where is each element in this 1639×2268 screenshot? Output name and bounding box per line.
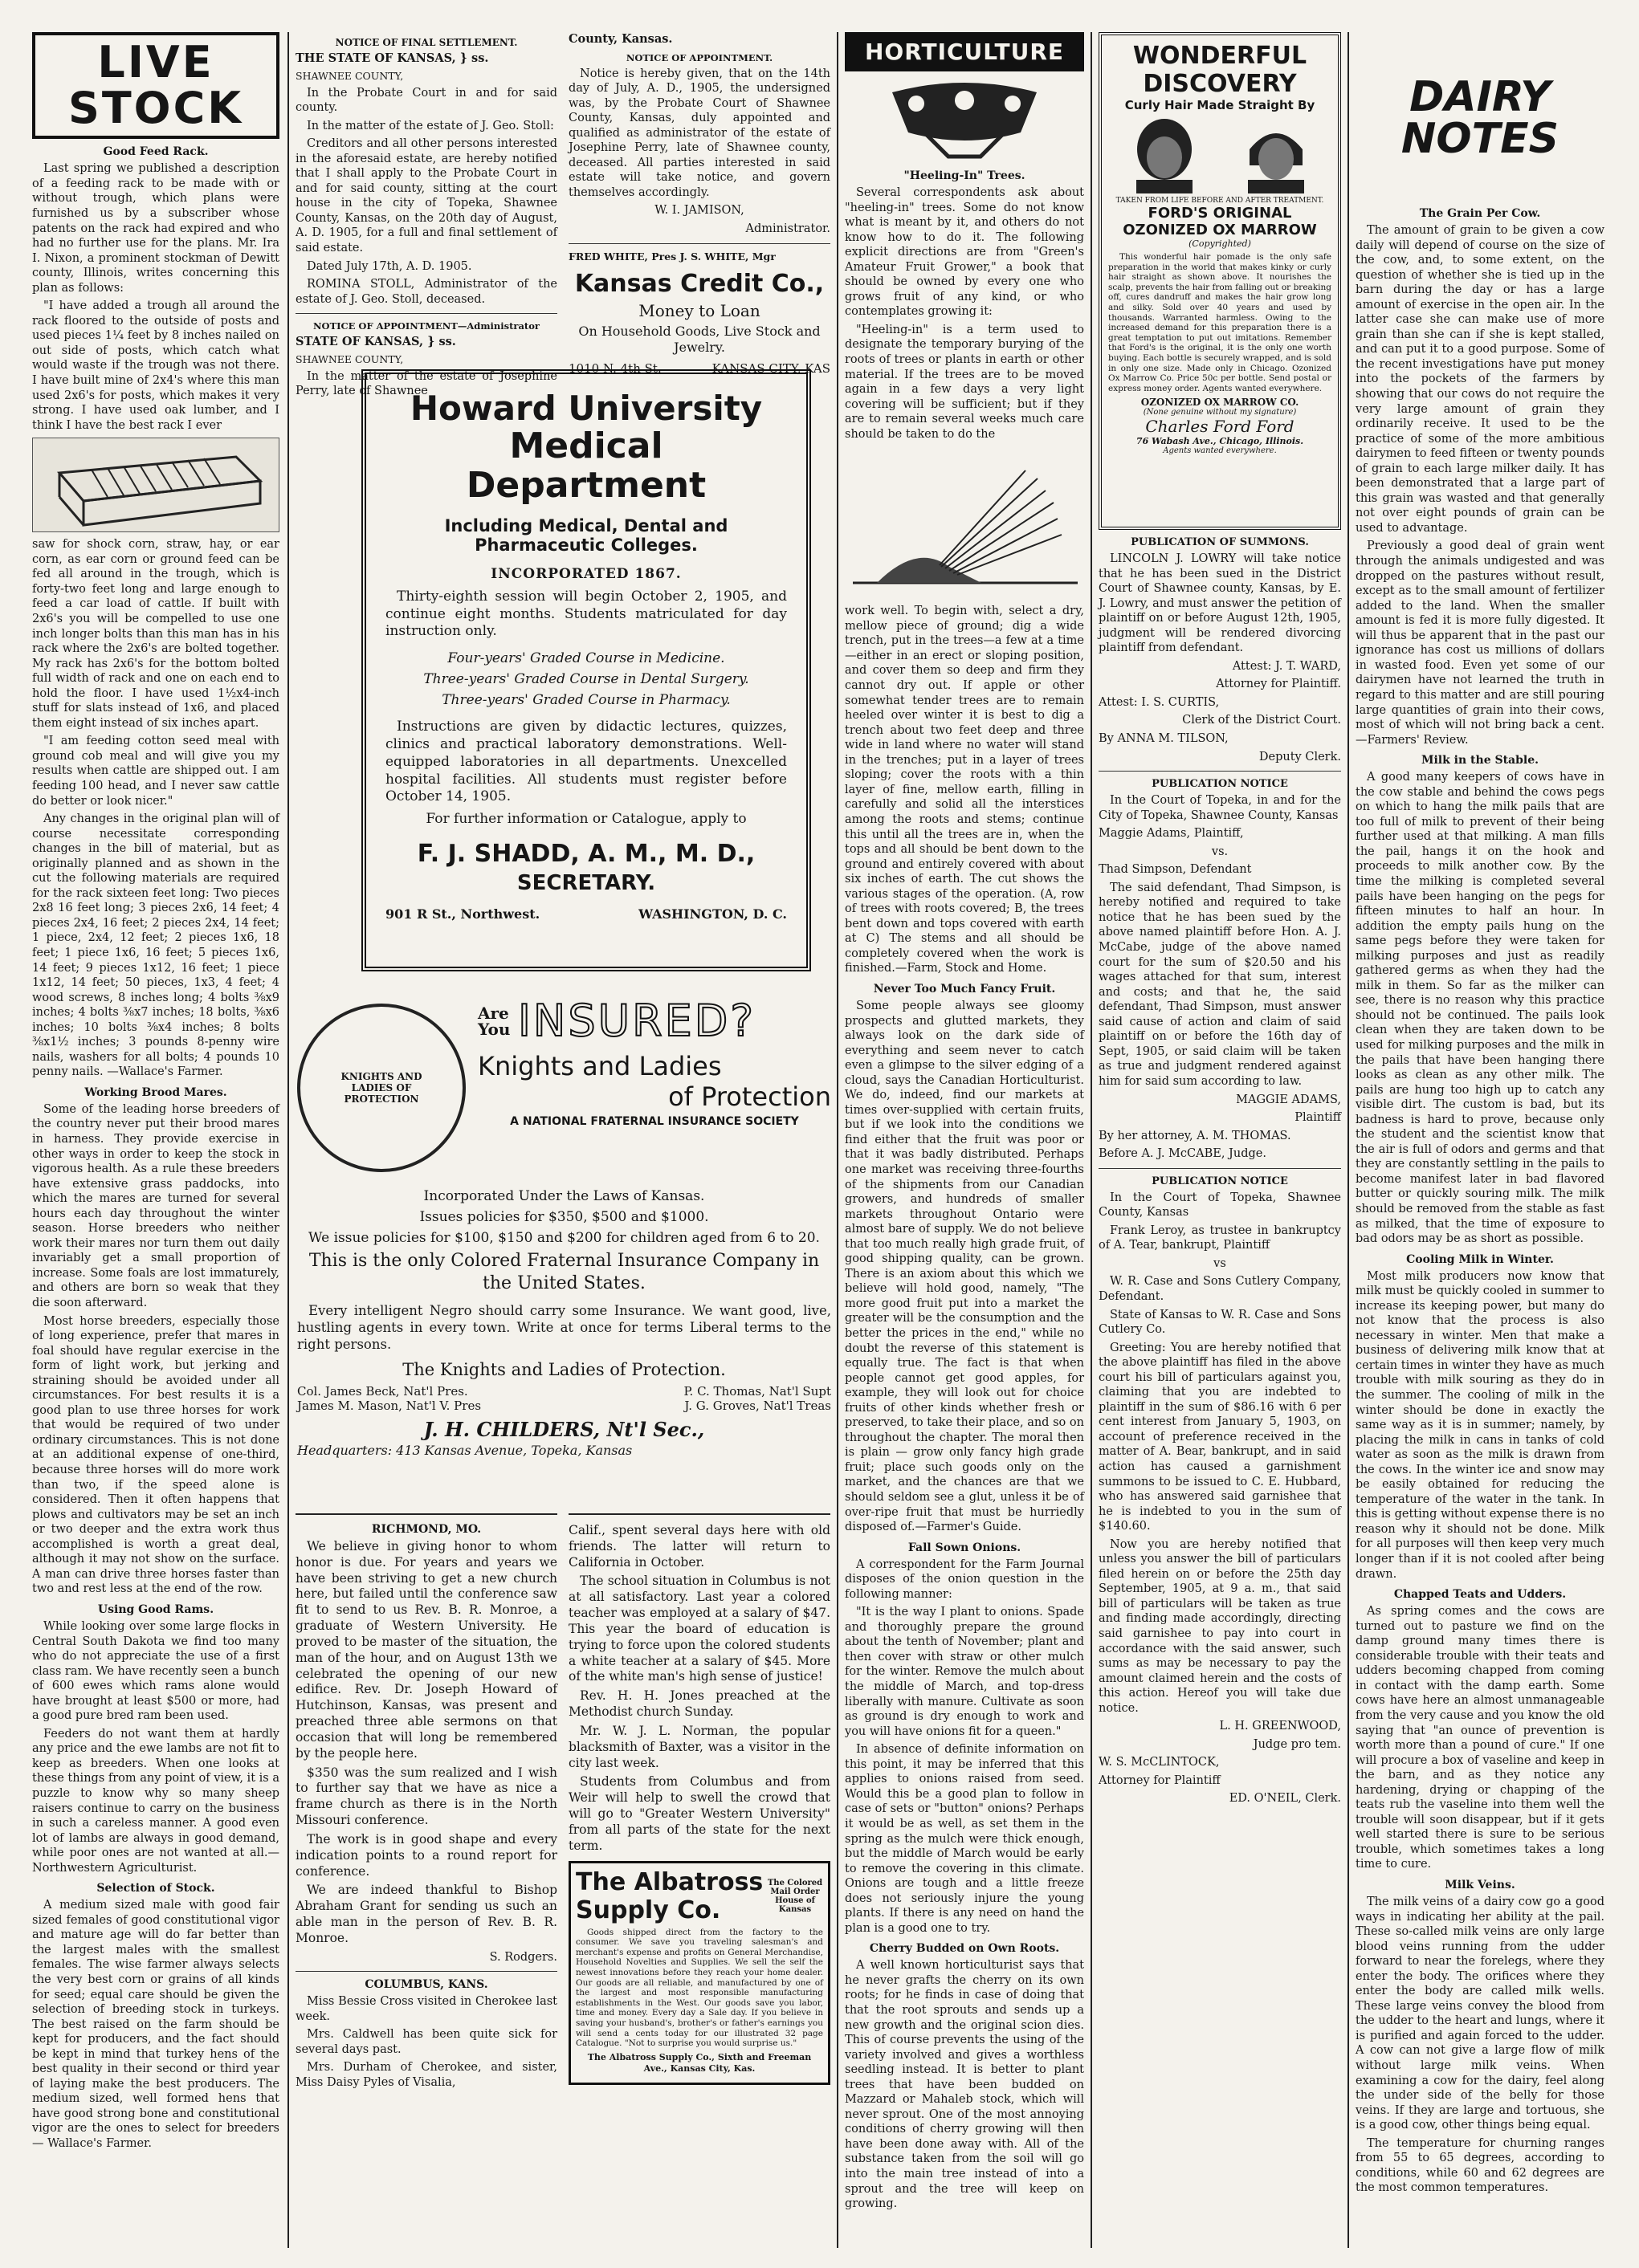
article-paragraph: saw for shock corn, straw, hay, or ear corn, as ear corn or ground feed can be fed all around in the trough, which is forty-two feet long and large enough to feed a car load of cattle. If built with 2x6's you will be compelled to use one inch longer bolts than this man has in his rack where the 2x6's are bolted together. My rack has 2x6's for the bottom bolted full width of rack and one on each end to hold the floor. I have used 1½x4-inch stuff for slats instead of 1x6, and placed them eight instead of six inches apart.	[32, 538, 279, 730]
article-title: Milk Veins.	[1445, 1878, 1515, 1891]
insured-order-1: Knights and Ladies	[478, 1051, 722, 1081]
oxmarrow-signature: Charles Ford Ford	[1145, 417, 1294, 437]
column-rule	[1347, 32, 1349, 2248]
notice-body: In the Court of Topeka, Shawnee County, Kansas	[1099, 1191, 1341, 1220]
insured-officer: J. G. Groves, Nat'l Treas	[684, 1398, 831, 1413]
article-paragraph: A correspondent for the Farm Journal disposes of the onion question in the following manner:	[845, 1557, 1084, 1601]
article-paragraph: The school situation in Columbus is not at all satisfactory. Last year a colored teacher was employed at a salary of $47. This year the board of education is trying to force upon the colored students a white teacher at a salary of $45. More of the white man's high sense of justice!	[569, 1574, 830, 1684]
article-paragraph: Mrs. Caldwell has been quite sick for several days past.	[296, 2028, 557, 2056]
horticulture-column	[845, 32, 1084, 2248]
newspaper-page	[32, 32, 1606, 2256]
article-paragraph: work well. To begin with, select a dry, mellow piece of ground; dig a wide trench, put in the trees—a few at a time—either in an erect or sloping position, and cover them so deep and firm they cannot dry out. If apple or other somewhat tender trees are to remain heeled over winter it is best to dig a trench about two feet deep and three wide in land where no water will stand in the trenches; put in a layer of trees sloping; cover the roots with a thin layer of fine, mellow earth, filling in carefully and solid all the interstices among the roots and stems; continue this until all the trees are in, when the tops and all should be bent down to the ground and entirely covered with about six inches of earth. The cut shows the various stages of the operation. (A, row of trees with roots covered; B, the trees bent down and tops covered with earth at C) The stems and all should be completely covered when the work is finished.—Farm, Stock and Home.	[845, 605, 1084, 975]
notice-role: Administrator.	[745, 222, 830, 236]
article-paragraph: Any changes in the original plan will of course necessitate corresponding changes in the bill of material, but as originally planned and as shown in the cut the following materials are required for the rack sixteen feet long: Two pieces 2x8 16 feet long; 3 pieces 2x6, 14 feet; 4 pieces 2x4, 16 feet; 2 pieces 2x4, 14 feet; 1 piece, 2x4, 12 feet; 2 pieces 1x6, 18 feet; 1 piece 1x6, 16 feet; 5 pieces 1x6, 14 feet; 9 pieces 1x12, 16 feet; 1 piece 1x12, 14 feet; 50 pieces, 1x3, 4 feet; 4 wood screws, 8 inches long; 4 bolts ⅜x9 inches; 4 bolts ⅜x7 inches; 18 bolts, ⅜x6 inches; 10 bolts ⅜x4 inches; 8 bolts ⅜x1½ inches; 3 pounds 8-penny wire nails, washers for all bolts; 4 pounds 10 penny nails. —Wallace's Farmer.	[32, 812, 279, 1079]
article-title: Never Too Much Fancy Fruit.	[873, 982, 1056, 996]
notice-signed: By her attorney, A. M. THOMAS.	[1099, 1129, 1291, 1142]
column-rule	[1091, 32, 1092, 2248]
howard-info: For further information or Catalogue, apply to	[426, 811, 747, 828]
notice-county: SHAWNEE COUNTY,	[296, 69, 404, 82]
article-paragraph: The amount of grain to be given a cow daily will depend of course on the size of the cow, and, to some extent, on the question of whether she is tied up in the barn during the day or has a large amount of exercise in the open air. In the latter case she can make use of more grain than she can if she is kept stalled, and can put it to a good purpose. Some of the recent investigations have put money into the pockets of the farmers by showing that our cows do not require the very large amount of grain they ordinarily receive. It used to be the practice of some of the more ambitious dairymen to feed fifteen or twenty pounds of grain to each large milker daily. It has been demonstrated that a large part of this grain was wasted and that generally not over eight pounds of grain can be used to advantage.	[1356, 224, 1604, 535]
oxmarrow-caption: TAKEN FROM LIFE BEFORE AND AFTER TREATMENT.	[1115, 197, 1324, 205]
notice-body: Notice is hereby given, that on the 14th day of July, A. D., 1905, the undersigned was, by the Probate Court of Shawnee County, Kansas, duly appointed and qualified as administrator of the estate of Josephine Perry, late of Shawnee county, deceased. All parties interested in said estate will take notice, and govern themselves accordingly.	[569, 67, 830, 199]
insured-only: This is the only Colored Fraternal Insurance Company in the United States.	[308, 1251, 820, 1294]
article-title: Fall Sown Onions.	[907, 1541, 1021, 1554]
article-paragraph: The milk veins of a dairy cow go a good ways in indicating her ability at the pail. These so-called milk veins are only large blood veins running from the udder forward to near the forelegs, where they enter the body. The orifices where they enter the body are called milk wells. These large veins convey the blood from the udder to the heart and lungs, where it is purified and again forced to the udder. A cow can not give a large flow of milk without large milk veins. When examining a cow for the dairy, feel along the under side of the belly for those veins. If they are large and tortuous, she is a good cow, other things being equal.	[1356, 1895, 1604, 2132]
howard-incorporated: INCORPORATED 1867.	[491, 565, 682, 582]
legal-notices-column	[296, 32, 557, 398]
notice-attest: Attest: J. T. WARD,	[1232, 659, 1341, 673]
insured-officer: James M. Mason, Nat'l V. Pres	[297, 1398, 482, 1413]
seal-icon	[297, 1004, 466, 1172]
notice-matter: In the matter of the estate of J. Geo. Stoll:	[307, 119, 554, 132]
article-title: Working Brood Mares.	[84, 1085, 227, 1099]
notice-title: PUBLICATION NOTICE	[1152, 778, 1288, 791]
article-paragraph: Miss Bessie Cross visited in Cherokee last week.	[296, 1995, 557, 2023]
albatross-title-2: Supply Co.	[576, 1895, 721, 1924]
article-paragraph: As spring comes and the cows are turned out to pasture we find on the damp ground many times there is considerable trouble with their teats and udders becoming chapped from coming in contact with the damp earth. Some cows have here an almost unmanageable from the very cause and you know the old saying that "an ounce of prevention is worth more than a pound of cure." If one will procure a box of vaseline and keep in the barn, and as they notice any hardening, drying or chapping of the teats rub the vaseline into them well the trouble will soon disappear, but if it gets well started there is sure to be serious trouble, which sometimes takes a long time to cure.	[1356, 1605, 1604, 1871]
notice-vs: vs.	[1211, 845, 1229, 858]
oxmarrow-company: OZONIZED OX MARROW CO.	[1140, 397, 1299, 409]
article-paragraph: We are indeed thankful to Bishop Abraham Grant for sending us such an able man in the person of Rev. B. R. Monroe.	[296, 1883, 557, 1945]
oxmarrow-body: This wonderful hair pomade is the only safe preparation in the world that makes kinky or curly hair straight as shown above. It nourishes the scalp, prevents the hair from falling out or breaking off, cures dandruff and makes the hair grow long and silky. Sold over 40 years and used by thousands. Warranted harmless. Owing to the increased demand for this preparation there is a great temptation to put out imitations. Remember that Ford's is the original, it is the only one worth buying. Each bottle is securely wrapped, and is sold in only one size. Made only in Chicago. Ozonized Ox Marrow Co. Price 50c per bottle. Send postal or express money order. Agents wanted everywhere.	[1108, 252, 1331, 393]
notice-party: Maggie Adams, Plaintiff,	[1099, 827, 1244, 841]
article-paragraph: Some of the leading horse breeders of the country never put their brood mares in harness. They provide exercise in other ways in order to keep the stock in vigorous health. As a rule these breeders have extensive grass paddocks, into which the mares are turned for several hours each day throughout the winter season. Horse breeders who neither work their mares nor turn them out daily invariably get a small proportion of increase. Some foals are lost immaturely, and others are born so weak that they die soon afterward.	[32, 1102, 279, 1310]
notice-county: SHAWNEE COUNTY,	[296, 352, 404, 365]
howard-subtitle: Including Medical, Dental and Pharmaceutic Colleges.	[444, 515, 728, 555]
article-paragraph: Last spring we published a description of a feeding rack to be made with or without trough, which plans were furnished us by a subscriber whose patents on the rack had expired and who had no further use for the plans. Mr. Ira I. Nixon, a prominent stockman of Dewitt county, Illinois, writes concerning this plan as follows:	[32, 162, 279, 295]
notice-signed: W. I. JAMISON,	[654, 204, 744, 218]
notice-body: Greeting: You are hereby notified that the above plaintiff has filed in the above court his bill of particulars against you, claiming that you are indebted to plaintiff in the sum of $86.16 with 6 per cent interest from January 5, 1903, on account of preference received in the matter of A. Bear, bankrupt, and in said action has caused a garnishment summons to be issued to C. E. Hubbard, who has answered said garnishee that he is indebted to you in the sum of $140.60.	[1099, 1341, 1341, 1533]
portrait-before-icon	[1120, 117, 1209, 193]
notice-party: Thad Simpson, Defendant	[1099, 863, 1252, 877]
article-title: Cooling Milk in Winter.	[1406, 1252, 1554, 1266]
notice-body: The said defendant, Thad Simpson, is hereby notified and required to take notice that he has been sued by the above named plaintiff before Hon. A. J. McCabe, judge of the above named court for the sum of $20.50 and his wages attached for that sum, interest and costs; and that he, the said defendant, Thad Simpson, must answer said cause of action and claim of said plaintiff on or before the 16th day of Sept, 1905, or said claim will be taken as true and judgment rendered against him for said sum according to law.	[1099, 881, 1341, 1088]
trees-icon	[845, 446, 1084, 599]
masthead-line-2: STOCK	[67, 82, 244, 133]
article-paragraph: Most milk producers now know that milk must be quickly cooled in summer to increase its keeping power, but many do not know that the process is also necessary in winter. Men that make a business of delivering milk know that at certain times in winter they have as much trouble with milk souring as they do in the summer. The cooling of milk in the winter should be done in exactly the same way as it is in summer; namely, by placing the milk in cans in tanks of cold water as soon as the milk is drawn from the cows. In the winter ice and snow may be easily obtained for reducing the temperature of the water in the tank. In this is getting without expense there is no reason why it should not be done. Milk for all purposes will then keep very much longer than if it is not cooled after being drawn.	[1356, 1269, 1604, 1581]
oxmarrow-address: 76 Wabash Ave., Chicago, Illinois.	[1135, 436, 1304, 447]
notice-role: Plaintiff	[1294, 1111, 1341, 1125]
howard-course: Three-years' Graded Course in Dental Surgery.	[423, 670, 749, 687]
article-paragraph: "Heeling-in" is a term used to designate the temporary burying of the roots of trees or plants in earth or other material. If the trees are to be moved again in a few days a very light covering will be sufficient; but if they are to remain several weeks much care should be taken to do the	[845, 323, 1084, 441]
howard-university-ad	[361, 369, 811, 971]
notice-party: Frank Leroy, as trustee in bankruptcy of A. Tear, bankrupt, Plaintiff	[1099, 1224, 1341, 1252]
notice-role: Judge pro tem.	[1253, 1737, 1341, 1751]
article-paragraph: Most horse breeders, especially those of long experience, prefer that mares in foal should have regular exercise in the form of light work, but jerking and straining should be avoided under all circumstances. For best results it is a good plan to use three horses for work that would be required of two under ordinary circumstances. This is not done at an additional expense of one-third, because three horses will do more work than two, if the speed alone is considered. Then it often happens that plows and cultivators may be set an inch or two deeper and the extra work thus accomplished is worth a great deal, although it may not show on the surface. A man can drive three horses faster than two and rest less at the end of the row.	[32, 1314, 279, 1596]
credit-city: KANSAS CITY, KAS	[711, 360, 830, 376]
oxmarrow-title-1: WONDERFUL	[1132, 42, 1307, 70]
article-paragraph: Calif., spent several days here with old friends. The latter will return to California in October.	[569, 1523, 830, 1570]
article-paragraph: "It is the way I plant to onions. Spade and thoroughly prepare the ground about the tenth of November; plant and then cover with straw or other mulch for the winter. Remove the mulch about the middle of March, and top-dress liberally with manure. Cultivate as soon as ground is dry enough to work and you will have onions fit for a queen."	[845, 1606, 1084, 1738]
howard-title-1: Howard University	[410, 389, 763, 428]
basket-icon	[868, 76, 1061, 161]
howard-city: WASHINGTON, D. C.	[638, 906, 787, 922]
article-title: COLUMBUS, KANS.	[365, 1978, 488, 1992]
masthead-line-1: LIVE	[97, 37, 214, 88]
article-paragraph: The work is in good shape and every indication points to a round report for conference.	[296, 1831, 557, 1879]
portrait-after-icon	[1232, 117, 1320, 193]
flower-basket-illustration	[845, 75, 1084, 163]
ox-marrow-ad	[1099, 32, 1341, 530]
livestock-column	[32, 32, 279, 2248]
notice-title: PUBLICATION NOTICE	[1152, 1175, 1288, 1187]
credit-officers: FRED WHITE, Pres J. S. WHITE, Mgr	[569, 250, 776, 263]
oxmarrow-subtitle: Curly Hair Made Straight By	[1124, 98, 1315, 112]
article-paragraph: While looking over some large flocks in Central South Dakota we find too many who do not appreciate the use of a first class ram. We have recently seen a bunch of 600 ewes which rams alone would have brought at least $500 or more, had a good pure bred ram been used.	[32, 1619, 279, 1723]
notice-body: LINCOLN J. LOWRY will take notice that he has been sued in the District Court of Shawnee county, Kansas, by E. J. Lowry, and must answer the petition of plaintiff on or before August 12th, 1905, judgment will be rendered divorcing plaintiff from defendant.	[1099, 552, 1341, 655]
insured-org: The Knights and Ladies of Protection.	[402, 1359, 726, 1379]
article-title: RICHMOND, MO.	[371, 1523, 482, 1536]
albatross-side: The Colored Mail Order House of Kansas	[767, 1878, 823, 1914]
article-paragraph: Mrs. Durham of Cherokee, and sister, Miss Daisy Pyles of Visalia,	[296, 2061, 557, 2089]
notice-signed: ROMINA STOLL, Administrator of the estate of J. Geo. Stoll, deceased.	[296, 278, 557, 306]
howard-session: Thirty-eighth session will begin October 2, 1905, and continue eight months. Students matriculated for day instruction only.	[385, 588, 787, 640]
notice-signed: W. S. McCLINTOCK,	[1099, 1756, 1220, 1769]
article-paragraph: "I have added a trough all around the rack floored to the outside of posts and used pieces 1¼ feet by 8 inches nailed on out side of posts, which catch what would waste if the trough was not there. I have built mine of 2x4's where this man used 2x6's for posts, which makes it very strong. I have used oak lumber, and I think I have the best rack I ever	[32, 299, 279, 432]
notice-body: In the Court of Topeka, in and for the City of Topeka, Shawnee County, Kansas	[1099, 794, 1341, 822]
article-title: Good Feed Rack.	[103, 145, 209, 159]
article-paragraph: We believe in giving honor to whom honor is due. For years and years we have been striving to get a new church here, but failed until the conference saw fit to send to us Rev. B. R. Monroe, a graduate of Western University. He proved to be master of the situation, the man of the hour, and on August 13th we celebrated the opening of our new edifice. Rev. Dr. Joseph Howard of Hutchinson, Kansas, was present and preached three able sermons on that occasion that will long be remembered by the people here.	[296, 1539, 557, 1761]
insured-body: Every intelligent Negro should carry some Insurance. We want good, live, hustling agents in every town. Write at once for terms Liberal terms to the right persons.	[297, 1302, 831, 1352]
insured-are-you: Are You	[478, 1003, 511, 1039]
howard-contact-name: F. J. SHADD, A. M., M. D.,	[417, 839, 756, 868]
seal-text: KNIGHTS AND LADIES OF PROTECTION	[340, 1071, 422, 1105]
horticulture-masthead: HORTICULTURE	[845, 32, 1084, 71]
insured-ad	[297, 996, 831, 1493]
article-paragraph: The temperature for churning ranges from 55 to 65 degrees, according to conditions, while 60 and 62 degrees are the most common temperatures.	[1356, 2136, 1604, 2195]
notice-title: PUBLICATION OF SUMMONS.	[1131, 536, 1309, 548]
howard-course: Three-years' Graded Course in Pharmacy.	[442, 691, 731, 708]
article-paragraph: Students from Columbus and from Weir will help to swell the crowd that will go to "Greater Western University" from all parts of the state for the next term.	[569, 1774, 830, 1853]
albatross-body: Goods shipped direct from the factory to the consumer. We save you traveling salesman's and merchant's expense and profits on General Merchandise, Household Novelties and Supplies. We sell the self the newest innovations before they reach your home dealer. Our goods are all reliable, and manufactured by one of the largest and most responsible manufacturing establishments in the West. Our goods save you labor, time and money. Every day a Sale day. If you believe in saving your husband's, brother's or father's earnings you will send a cents today for our illustrated 32 page Catalogue. "Not to surprise you would surprise us."	[576, 1927, 823, 2049]
kansas-credit-ad	[569, 250, 830, 376]
insured-society: A NATIONAL FRATERNAL INSURANCE SOCIETY	[510, 1115, 799, 1128]
howard-body: Instructions are given by didactic lectures, quizzes, clinics and practical laboratory demonstrations. Well-equipped laboratories in all departments. Unexcelled hospital facilities. All students must register before October 14, 1905.	[385, 719, 787, 805]
notice-date: Dated July 17th, A. D. 1905.	[307, 259, 472, 273]
howard-title-2: Medical Department	[466, 426, 707, 506]
howard-course: Four-years' Graded Course in Medicine.	[447, 650, 725, 667]
article-paragraph: Feeders do not want them at hardly any price and the ewe lambs are not fit to keep as breeders. When one looks at these things from any point of view, it is a puzzle to know why so many sheep raisers continue to carry on the business in such a careless manner. A good even lot of lambs are always in good demand, while poor ones are not wanted at all.— Northwestern Agriculturist.	[32, 1727, 279, 1875]
notice-attest: By ANNA M. TILSON,	[1099, 732, 1229, 746]
portraits	[1108, 117, 1331, 193]
article-paragraph: Some people always see gloomy prospects and glutted markets, they always look on the dark side of everything and seem never to catch even a glimpse to the silver edging of a cloud, says the Canadian Horticulturist. We do, indeed, find our markets at times over-supplied with certain fruits, but if we look into the conditions we find either that the fruit was poor or that it was badly distributed. Perhaps one market was receiving three-fourths of the shipments from our Canadian growers, and hundreds of smaller markets throughout Ontario were almost bare of supply. We do not believe that too much really high grade fruit, of good shipping quality, can be grown. There is an axiom about this which we believe will hold good, namely, "The more good fruit put into a market the greater will be the consumption and the better the prices in the end," while no doubt the reverse of this statement is equally true. The fact is that when people cannot get good apples, for example, they will look out for choice fruits of other kinds whether fresh or preserved, to take their place, and so on throughout the chapter. The moral then is plain — grow only fancy high grade fruit; place such goods only on the market, and the chances are that we should seldom see a glut, unless it be of over-ripe fruit that must be hurriedly disposed of.—Farmer's Guide.	[845, 999, 1084, 1534]
oxmarrow-note: (None genuine without my signature)	[1143, 408, 1297, 417]
credit-subtitle: Money to Loan	[638, 300, 760, 320]
illustration-caption: "Heeling-In" Trees.	[903, 169, 1025, 182]
article-title: Milk in the Stable.	[1421, 754, 1539, 768]
article-paragraph: Mr. W. J. L. Norman, the popular blacksmith of Baxter, was a visitor in the city last week.	[569, 1723, 830, 1770]
notice-body: Creditors and all other persons interested in the aforesaid estate, are hereby notified that I shall apply to the Probate Court in and for said county, sitting at the court house in the city of Topeka, Shawnee County, Kansas, on the 20th day of August, A. D. 1905, for a full and final settlement of said estate.	[296, 137, 557, 255]
notice-role: Clerk of the District Court.	[1182, 714, 1341, 727]
oxmarrow-product-2: OZONIZED OX MARROW	[1123, 222, 1317, 238]
article-paragraph: A medium sized male with good fair sized females of good constitutional vigor and mature age will do far better than the largest males with the smallest females. The wise farmer always selects the very best corn or grains of all kinds for seed; equal care should be given the selection of breeding stock in turkeys. The best raised on the farm should be kept for producers, and the fact should be kept in mind that turkey hens of the best quality in their second or third year of laying make the best producers. The medium sized, well formed hens that have good strong bone and constitutional vigor are the ones to select for breeders — Wallace's Farmer.	[32, 1899, 279, 2150]
notice-header: NOTICE OF FINAL SETTLEMENT.	[335, 37, 518, 48]
article-paragraph: Previously a good deal of grain went through the animals undigested and was dropped on the pastures without result, except as to the small amount of fertilizer added to the land. When the smaller amount is fed it is more fully digested. It will thus be apparent that in the past our ignorance has cost us millions of dollars in wasted food. Even yet some of our dairymen have not learned the truth in regard to this matter and are still pouring large quantities of grain into their cows, most of which will not bring back a cent.—Farmers' Review.	[1356, 540, 1604, 747]
notice-header: NOTICE OF APPOINTMENT—Administrator	[313, 320, 540, 332]
notice-state: THE STATE OF KANSAS, } ss.	[296, 51, 489, 65]
albatross-title-1: The Albatross	[576, 1867, 764, 1896]
notice-role: Attorney for Plaintiff.	[1216, 678, 1341, 691]
article-title: Chapped Teats and Udders.	[1393, 1588, 1567, 1602]
insured-children: We issue policies for $100, $150 and $200 for children aged from 6 to 20.	[308, 1229, 820, 1246]
notice-signed: L. H. GREENWOOD,	[1219, 1720, 1341, 1733]
notice-vs: vs	[1213, 1256, 1226, 1270]
column-rule	[837, 32, 838, 2248]
article-signed: S. Rodgers.	[489, 1950, 557, 1964]
article-title: Cherry Budded on Own Roots.	[869, 1942, 1060, 1956]
albatross-ad	[569, 1861, 830, 2085]
insured-order-2: of Protection	[668, 1081, 831, 1112]
insured-incorporated: Incorporated Under the Laws of Kansas.	[423, 1188, 705, 1204]
article-paragraph: A well known horticulturist says that he never grafts the cherry on its own roots; for he finds in case of doing that that the root sprouts and sends up a new growth and the original scion dies. This of course prevents the using of the variety involved and gives a worthless seedling instead. It is better to plant trees that have been budded on Mazzard or Mahaleb stock, which will never sprout. One of the most annoying conditions of cherry growing will then have been done away with. All of the substance taken from the soil will go into the main tree instead of into a sprout and the tree will keep on growing.	[845, 1959, 1084, 2211]
article-paragraph: Rev. H. H. Jones preached at the Methodist church Sunday.	[569, 1688, 830, 1720]
feed-rack-icon	[43, 441, 268, 529]
article-title: Selection of Stock.	[96, 1882, 215, 1895]
notice-party: State of Kansas to W. R. Case and Sons Cutlery Co.	[1099, 1308, 1341, 1337]
howard-secretary: SECRETARY.	[516, 870, 656, 895]
dairy-masthead: DAIRY NOTES	[1400, 73, 1559, 163]
notice-signed: ED. O'NEIL, Clerk.	[1229, 1792, 1341, 1806]
article-title: The Grain Per Cow.	[1419, 207, 1541, 220]
notice-role: Attorney for Plaintiff	[1099, 1773, 1221, 1787]
article-paragraph: Several correspondents ask about "heeling-in" trees. Some do not know what is meant by it, and others do not know how to do it. The following explicit directions are from "Green's Amateur Fruit Grower," a book that should be owned by every one who grows fruit of any kind, or who contemplates growing it:	[845, 186, 1084, 319]
notice-signed: MAGGIE ADAMS,	[1236, 1093, 1341, 1106]
livestock-masthead	[32, 32, 279, 139]
article-paragraph: In absence of definite information on this point, it may be inferred that this applies to onions raised from seed. Would this be a good plan to follow in case of sets or "button" onions? Perhaps it would be as well, as set them in the spring as the mulch were thick enough, but the middle of March would be early to remove the covering in this climate. Onions are tough and a little freeze does not seriously injure the young plants. If there is any need on hand the plan is a good one to try.	[845, 1743, 1084, 1935]
credit-line: On Household Goods, Live Stock and Jewelry.	[578, 323, 821, 356]
richmond-column	[296, 1505, 557, 2248]
albatross-footer: The Albatross Supply Co., Sixth and Freeman Ave., Kansas City, Kas.	[587, 2051, 812, 2074]
article-paragraph: A good many keepers of cows have in the cow stable and behind the cows pegs on which to hang the milk pails that are too full of milk to prevent of their being further used at that milking. A man fills the pail, hangs it on the hook and proceeds to milk another cow. By the time the milking is completed several pails have been hanging on the pegs for fifteen minutes to half an hour. In addition the empty pails hung on the same pegs before they were taken for milking purposes and just as readily gathered germs as when they had the milk in them. So far as the milker can see, there is no reason why this practice should not be continued. The pails look clean when they are taken down to be used for milking purposes and the milk in the pails that have been hanging there looks as clean as any other milk. The pails are hung too high up to catch any visible dirt. The custom is bad, but its badness is hard to prove, because only the student and the scientist know that the air is full of odors and germs and that they are constantly settling in the pails to become manifest later in bad flavored butter or quickly souring milk. The milk should be removed from the stable as fast as milked, that the time of exposure to bad odors may be as short as possible.	[1356, 771, 1604, 1246]
notice-role: Deputy Clerk.	[1258, 750, 1341, 763]
notice-signed: Before A. J. McCABE, Judge.	[1099, 1147, 1266, 1161]
oxmarrow-copyright: (Copyrighted)	[1188, 238, 1251, 249]
heeling-in-illustration	[845, 446, 1084, 599]
insured-policies: Issues policies for $350, $500 and $1000.	[419, 1208, 709, 1225]
insured-officer: P. C. Thomas, Nat'l Supt	[683, 1383, 831, 1399]
notice-court: In the Probate Court in and for said county.	[296, 86, 557, 115]
howard-address: 901 R St., Northwest.	[385, 906, 540, 922]
oxmarrow-title-2: DISCOVERY	[1143, 70, 1297, 98]
notice-subheader: NOTICE OF APPOINTMENT.	[626, 51, 773, 63]
oxmarrow-product-1: FORD'S ORIGINAL	[1148, 205, 1292, 222]
credit-title: Kansas Credit Co.,	[574, 269, 825, 298]
notice-party: W. R. Case and Sons Cutlery Company, Defendant.	[1099, 1275, 1341, 1303]
oxmarrow-agents: Agents wanted everywhere.	[1163, 446, 1277, 456]
notice-state: STATE OF KANSAS, } ss.	[296, 335, 456, 349]
notice-county: County, Kansas.	[569, 32, 673, 46]
appointment-column	[569, 32, 830, 376]
article-title: Using Good Rams.	[97, 1602, 214, 1616]
article-paragraph: "I am feeding cotton seed meal with ground cob meal and will give you my results when cattle are shipped out. I am feeding 100 head, and I never saw cattle do better or look nicer."	[32, 735, 279, 808]
credit-address: 1010 N. 4th St.	[569, 360, 662, 376]
calif-column	[569, 1505, 830, 2248]
notices-column	[1099, 32, 1341, 2248]
insured-headquarters: Headquarters: 413 Kansas Avenue, Topeka, Kansas	[297, 1442, 633, 1458]
notice-attest: Attest: I. S. CURTIS,	[1099, 695, 1220, 709]
article-paragraph: $350 was the sum realized and I wish to further say that we have as nice a frame church as there is in the North Missouri conference.	[296, 1765, 557, 1828]
notice-body: Now you are hereby notified that unless you answer the bill of particulars filed herein on or before the 25th day September, 1905, at 9 a. m., that said bill of particulars will be taken as true and finding made accordingly, directing said garnishee to pay into court in accordance with the said answer, such sums as may be necessary to pay the amount claimed herein and the costs of this action. Hereof you will take due notice.	[1099, 1537, 1341, 1715]
column-rule	[287, 32, 289, 2248]
dairy-column	[1356, 32, 1604, 2248]
notice-matter: In the matter of the estate of Josephine Perry, late of Shawnee	[296, 369, 557, 398]
feed-rack-illustration	[32, 438, 279, 532]
insured-officer: Col. James Beck, Nat'l Pres.	[297, 1383, 468, 1399]
insured-secretary: J. H. CHILDERS, Nt'l Sec.,	[423, 1417, 705, 1441]
insured-title: INSURED?	[518, 996, 756, 1046]
